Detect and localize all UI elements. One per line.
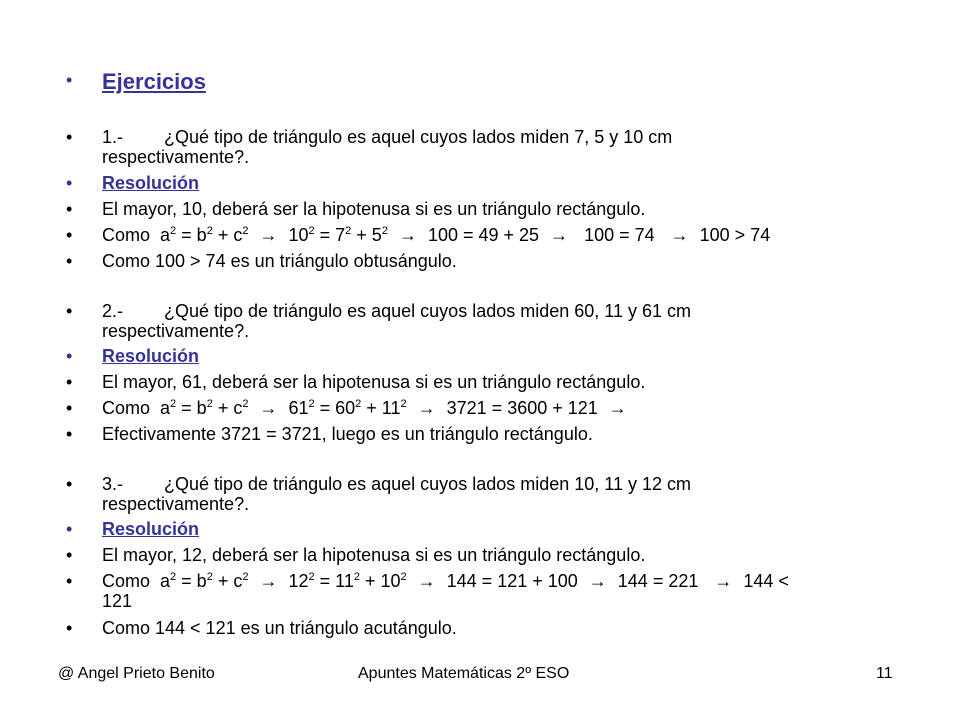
bullet-dot: • <box>66 398 73 418</box>
exercise-1-line-1 <box>66 199 906 219</box>
exercise-3-resolution-label <box>66 519 906 539</box>
resolution-label: Resolución <box>102 519 200 539</box>
exercise-3-line-2 <box>66 571 906 611</box>
exercise-number: 2.- <box>102 301 124 321</box>
exercise-3-question <box>66 474 906 514</box>
right-arrow-icon: → <box>588 571 607 591</box>
bullet-dot: • <box>66 571 73 591</box>
bullet-dot: • <box>66 474 73 494</box>
resolution-label: Resolución <box>102 173 200 193</box>
conclusion-text: Como 144 < 121 es un triángulo acutángulo. <box>102 618 457 638</box>
slide-title: Ejercicios <box>102 69 206 94</box>
exercise-2-question <box>66 301 906 341</box>
exercise-2-line-3 <box>66 424 906 444</box>
conclusion-text: Efectivamente 3721 = 3721, luego es un triángulo rectángulo. <box>102 424 593 444</box>
bullet-dot: • <box>66 346 73 366</box>
right-arrow-icon: → <box>608 398 627 418</box>
right-arrow-icon: → <box>670 225 689 245</box>
resolution-text: El mayor, 61, deberá ser la hipotenusa si es un triángulo rectángulo. <box>102 372 646 392</box>
right-arrow-icon: → <box>259 571 278 591</box>
bullet-dot: • <box>66 225 73 245</box>
bullet-dot: • <box>66 301 73 321</box>
resolution-text: El mayor, 12, deberá ser la hipotenusa si es un triángulo rectángulo. <box>102 545 646 565</box>
question-text-cont: respectivamente?. <box>102 494 250 514</box>
question-text: ¿Qué tipo de triángulo es aquel cuyos lados miden 60, 11 y 61 cm <box>164 301 691 321</box>
bullet-dot: • <box>66 251 73 271</box>
right-arrow-icon: → <box>417 571 436 591</box>
footer-author: @ Angel Prieto Benito <box>58 665 215 682</box>
exercise-3-line-3 <box>66 618 906 638</box>
conclusion-text: Como 100 > 74 es un triángulo obtusángulo. <box>102 251 457 271</box>
equation-wrap: 121 <box>102 591 133 611</box>
bullet-dot: • <box>66 519 73 539</box>
right-arrow-icon: → <box>550 225 569 245</box>
exercise-1-question <box>66 127 906 167</box>
footer-page-number: 11 <box>876 665 893 682</box>
bullet-dot: • <box>66 127 73 147</box>
exercise-2-line-1 <box>66 372 906 392</box>
exercise-1-line-3 <box>66 251 906 271</box>
exercise-3-line-1 <box>66 545 906 565</box>
right-arrow-icon: → <box>417 398 436 418</box>
right-arrow-icon: → <box>714 571 733 591</box>
right-arrow-icon: → <box>259 398 278 418</box>
question-text-cont: respectivamente?. <box>102 321 250 341</box>
bullet-dot: • <box>66 545 73 565</box>
bullet-dot: • <box>66 199 73 219</box>
footer-course: Apuntes Matemáticas 2º ESO <box>358 665 570 682</box>
bullet-dot: • <box>66 372 73 392</box>
exercise-1-resolution-label <box>66 173 906 193</box>
question-text: ¿Qué tipo de triángulo es aquel cuyos lados miden 10, 11 y 12 cm <box>164 474 691 494</box>
bullet-dot: • <box>66 173 73 193</box>
exercise-2-resolution-label <box>66 346 906 366</box>
equation-line: Como $a^2 = b^2 + c^2 \to 61^2 = 60^2 + 11^2 \to 3721 = 3600 + 121$ → <box>102 398 627 418</box>
right-arrow-icon: → <box>398 225 417 245</box>
title-row <box>66 70 906 94</box>
exercise-1-line-2 <box>66 225 906 245</box>
exercise-2-line-2 <box>66 398 906 418</box>
bullet-dot: • <box>66 70 73 90</box>
exercise-number: 3.- <box>102 474 124 494</box>
bullet-dot: • <box>66 424 73 444</box>
equation-line: Como $a^2 = b^2 + c^2 \to 12^2 = 11^2 + 10^2 \to 144 = 121 + 100 \to 144 = 221 \to 144$ < 121 <box>102 571 789 611</box>
question-text-cont: respectivamente?. <box>102 147 250 167</box>
question-text: ¿Qué tipo de triángulo es aquel cuyos lados miden 7, 5 y 10 cm <box>164 127 673 147</box>
equation-line: Como $a^2 = b^2 + c^2 \to 10^2 = 7^2 + 5^2 \to 100 = 49 + 25 \to 100 = 74 \to 100 > 74$ <box>102 225 771 245</box>
bullet-dot: • <box>66 618 73 638</box>
resolution-label: Resolución <box>102 346 200 366</box>
right-arrow-icon: → <box>259 225 278 245</box>
resolution-text: El mayor, 10, deberá ser la hipotenusa si es un triángulo rectángulo. <box>102 199 646 219</box>
exercise-number: 1.- <box>102 127 124 147</box>
